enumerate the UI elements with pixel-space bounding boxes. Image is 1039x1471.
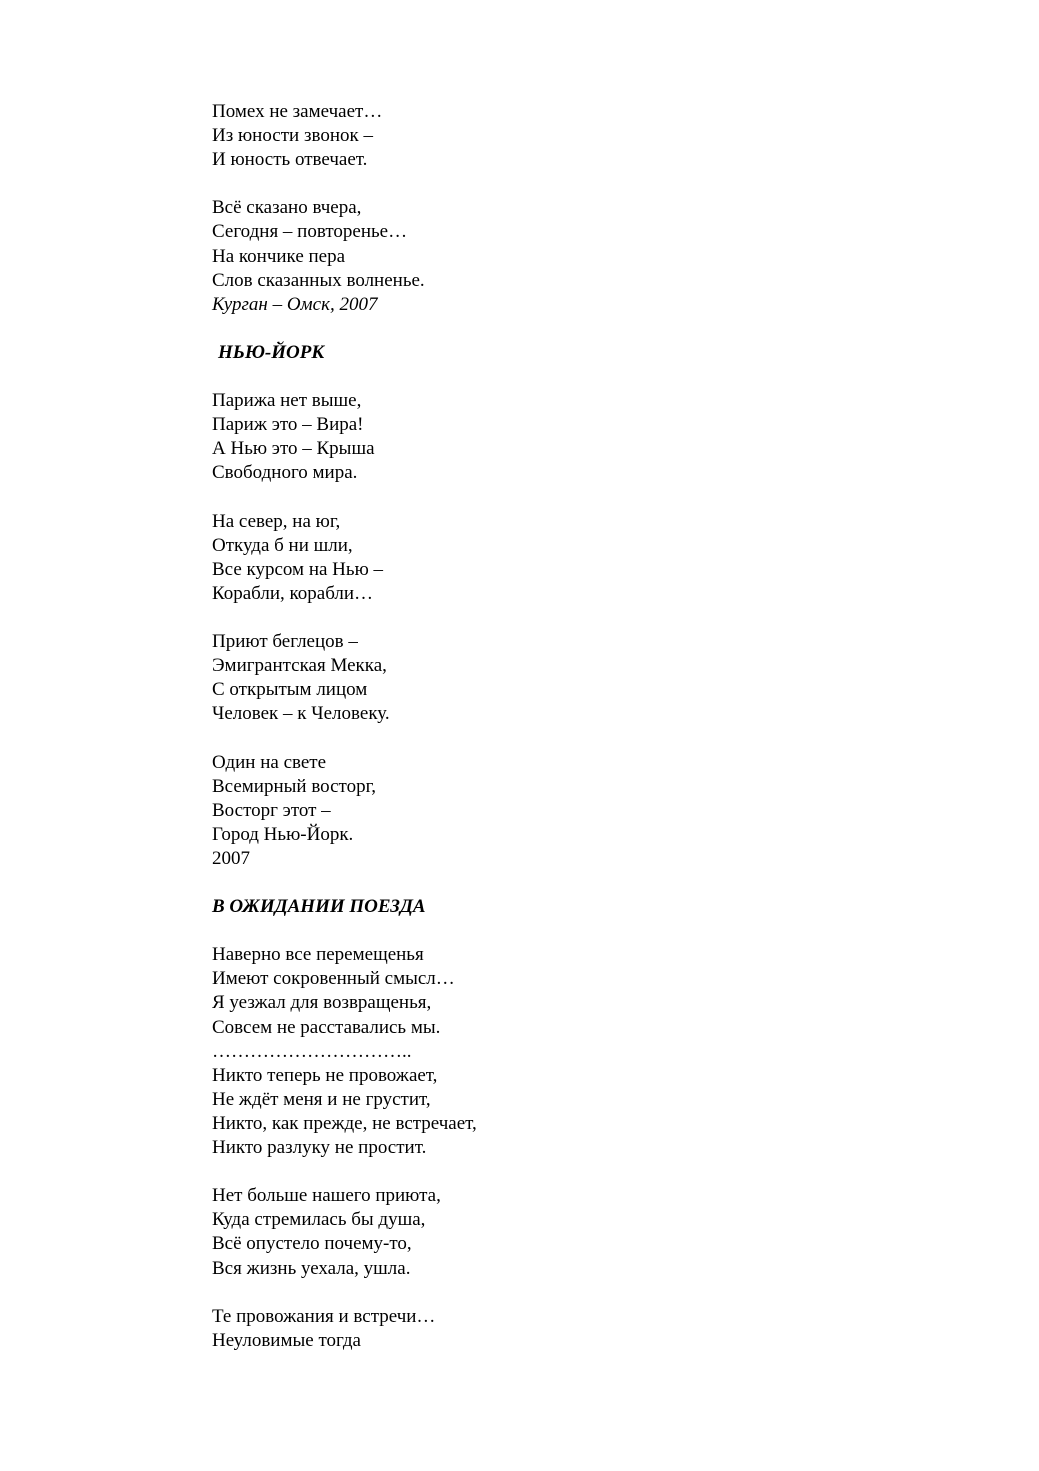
verse-line: Из юности звонок – (212, 125, 373, 147)
poem-2-stanza-4 (212, 751, 912, 847)
verse-line: Человек – к Человеку. (212, 703, 390, 725)
poem-3-title: В ОЖИДАНИИ ПОЕЗДА (212, 896, 426, 918)
verse-line: Откуда б ни шли, (212, 534, 353, 556)
stanza-gap (212, 1281, 912, 1305)
verse-line: Никто теперь не провожает, (212, 1064, 438, 1086)
verse-line: Куда стремилась бы душа, (212, 1209, 426, 1231)
verse-line: Парижа нет выше, (212, 390, 362, 412)
verse-line: Помех не замечает… (212, 101, 383, 122)
poem-2-stanza-2 (212, 510, 912, 606)
verse-line: Эмигрантская Мекка, (212, 655, 387, 677)
poem-1-stanza-2 (212, 196, 912, 292)
verse-line: Всё сказано вчера, (212, 197, 362, 219)
verse-line: Один на свете (212, 751, 327, 773)
verse-line: На кончике пера (212, 245, 346, 267)
verse-line: Не ждёт меня и не грустит, (212, 1088, 431, 1110)
verse-line: Сегодня – повторенье… (212, 221, 408, 243)
verse-line: Приют беглецов – (212, 631, 358, 653)
poem-3-stanza-4 (212, 1305, 912, 1353)
verse-line: Свободного мира. (212, 462, 358, 484)
verse-line: Всемирный восторг, (212, 775, 377, 797)
verse-line: Все курсом на Нью – (212, 558, 384, 580)
stanza-gap (212, 1160, 912, 1184)
verse-line: А Нью это – Крыша (212, 438, 375, 460)
verse-line: Восторг этот – (212, 799, 331, 821)
poem-2-stanza-3 (212, 630, 912, 726)
verse-line: Вся жизнь уехала, ушла. (212, 1257, 411, 1279)
stanza-gap (212, 365, 912, 389)
verse-line: На север, на юг, (212, 510, 341, 532)
stanza-gap (212, 726, 912, 750)
verse-line: Никто разлуку не простит. (212, 1137, 427, 1159)
poem-2-year: 2007 (212, 847, 250, 869)
stanza-gap (212, 871, 912, 895)
stanza-gap (212, 606, 912, 630)
poem-3-stanza-1 (212, 943, 912, 1039)
stanza-gap (212, 486, 912, 510)
document-page (212, 100, 912, 1353)
verse-line: И юность отвечает. (212, 149, 368, 171)
poem-1-stanza-1 (212, 100, 912, 172)
verse-line: Париж это – Вира! (212, 414, 364, 436)
poem-1-signature: Курган – Омск, 2007 (212, 293, 378, 315)
verse-line: Совсем не расставались мы. (212, 1016, 441, 1038)
stanza-gap (212, 919, 912, 943)
poem-2-stanza-1 (212, 389, 912, 485)
verse-line: Наверно все перемещенья (212, 944, 424, 966)
ellipsis-divider: ………………………….. (212, 1040, 412, 1062)
verse-line: Нет больше нашего приюта, (212, 1185, 441, 1207)
verse-line: Никто, как прежде, не встречает, (212, 1112, 477, 1134)
verse-line: Имеют сокровенный смысл… (212, 968, 455, 990)
verse-line: Те провожания и встречи… (212, 1305, 436, 1327)
poem-3-stanza-2 (212, 1064, 912, 1160)
verse-line: Город Нью-Йорк. (212, 823, 354, 845)
verse-line: Слов сказанных волненье. (212, 269, 425, 291)
poem-3-stanza-3 (212, 1184, 912, 1280)
verse-line: Всё опустело почему-то, (212, 1233, 412, 1255)
stanza-gap (212, 172, 912, 196)
poem-2-title: НЬЮ-ЙОРК (218, 341, 325, 363)
verse-line: С открытым лицом (212, 679, 368, 701)
verse-line: Корабли, корабли… (212, 582, 374, 604)
verse-line: Неуловимые тогда (212, 1329, 361, 1351)
verse-line: Я уезжал для возвращенья, (212, 992, 432, 1014)
stanza-gap (212, 317, 912, 341)
